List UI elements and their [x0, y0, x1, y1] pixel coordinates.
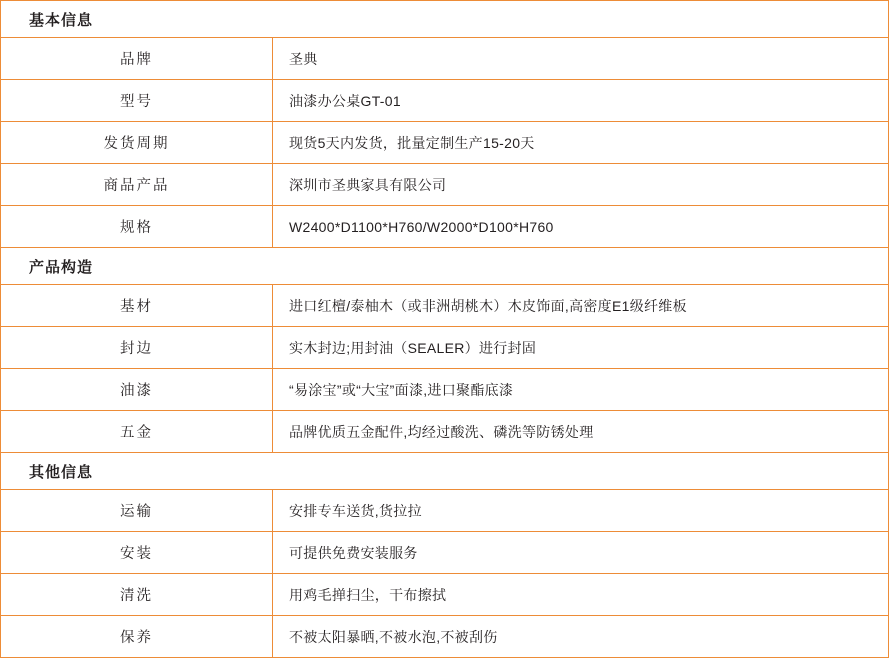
- table-row: [1, 285, 889, 327]
- table-row: [1, 122, 889, 164]
- row-value: 圣典: [273, 38, 889, 80]
- section-title: 其他信息: [1, 453, 889, 490]
- row-label: 封边: [1, 327, 273, 369]
- section-header-row: [1, 453, 889, 490]
- row-value: “易涂宝”或“大宝”面漆,进口聚酯底漆: [273, 369, 889, 411]
- table-row: [1, 532, 889, 574]
- table-row: [1, 80, 889, 122]
- table-row: [1, 38, 889, 80]
- row-value: 进口红檀/泰柚木（或非洲胡桃木）木皮饰面,高密度E1级纤维板: [273, 285, 889, 327]
- row-value: 实木封边;用封油（SEALER）进行封固: [273, 327, 889, 369]
- spec-table-body: [1, 1, 889, 658]
- row-value: W2400*D1100*H760/W2000*D100*H760: [273, 206, 889, 248]
- row-label: 发货周期: [1, 122, 273, 164]
- row-label: 清洗: [1, 574, 273, 616]
- row-value: 不被太阳暴晒,不被水泡,不被刮伤: [273, 616, 889, 658]
- row-label: 基材: [1, 285, 273, 327]
- row-label: 油漆: [1, 369, 273, 411]
- section-header-row: [1, 1, 889, 38]
- row-value: 安排专车送货,货拉拉: [273, 490, 889, 532]
- row-value: 现货5天内发货，批量定制生产15-20天: [273, 122, 889, 164]
- row-value: 品牌优质五金配件,均经过酸洗、磷洗等防锈处理: [273, 411, 889, 453]
- table-row: [1, 490, 889, 532]
- section-title: 基本信息: [1, 1, 889, 38]
- table-row: [1, 164, 889, 206]
- table-row: [1, 206, 889, 248]
- row-value: 油漆办公桌GT-01: [273, 80, 889, 122]
- table-row: [1, 574, 889, 616]
- row-label: 品牌: [1, 38, 273, 80]
- row-value: 深圳市圣典家具有限公司: [273, 164, 889, 206]
- row-label: 规格: [1, 206, 273, 248]
- table-row: [1, 369, 889, 411]
- row-value: 可提供免费安装服务: [273, 532, 889, 574]
- row-label: 商品产品: [1, 164, 273, 206]
- section-header-row: [1, 248, 889, 285]
- table-row: [1, 327, 889, 369]
- row-label: 型号: [1, 80, 273, 122]
- row-label: 安装: [1, 532, 273, 574]
- table-row: [1, 616, 889, 658]
- row-value: 用鸡毛掸扫尘，干布擦拭: [273, 574, 889, 616]
- row-label: 五金: [1, 411, 273, 453]
- table-row: [1, 411, 889, 453]
- row-label: 运输: [1, 490, 273, 532]
- row-label: 保养: [1, 616, 273, 658]
- section-title: 产品构造: [1, 248, 889, 285]
